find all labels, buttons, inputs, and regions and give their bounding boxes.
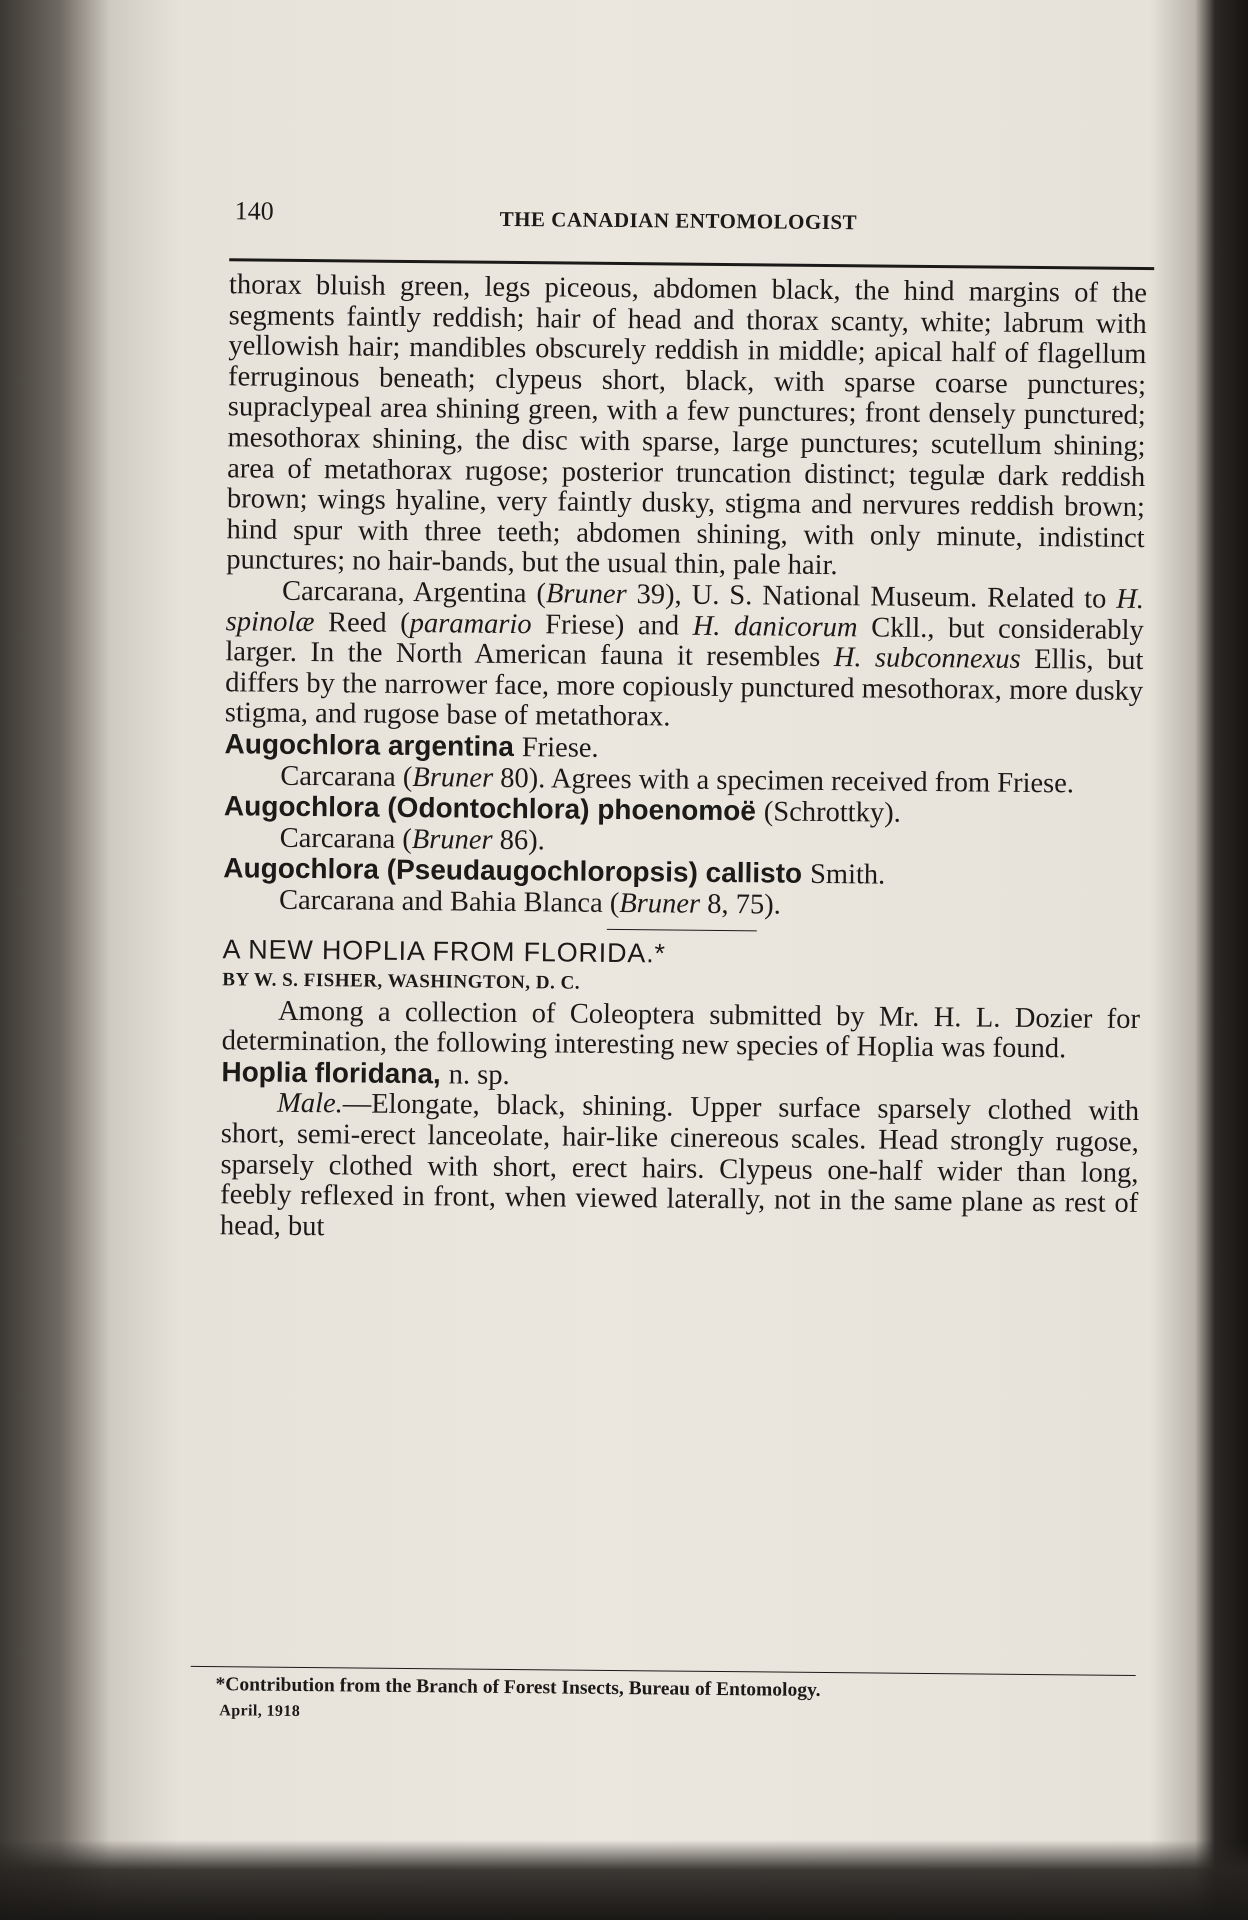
species-name: Augochlora (Odontochlora) phoenomoë [223, 790, 757, 827]
text-run: Ckll., but considerably larger. In the North American fauna it resembles [225, 611, 1144, 674]
italic-run: Bruner [412, 761, 494, 794]
text-run: Carcarana ( [280, 760, 413, 793]
issue-date: April, 1918 [219, 1702, 301, 1720]
page-number: 140 [234, 196, 274, 226]
book-page [190, 180, 1165, 1749]
running-title: THE CANADIAN ENTOMOLOGIST [499, 206, 858, 235]
species-name: Augochlora argentina [224, 728, 515, 762]
male-label: Male. [276, 1088, 343, 1120]
locality-paragraph [225, 576, 1144, 738]
continued-description: thorax bluish green, legs piceous, abdomen black, the hind margins of the segments faintly reddish; hair of head and thorax scanty, white; labrum with yellowish hair; mandibles obscurely reddish in middle; apical half of flagellum ferruginous beneath; clypeus short, black, with sparse coarse punctures; supraclypeal area shining green, with a few punctures; front densely punctured; mesothorax shining, the disc with sparse, large punctures; scutellum shining; area of metathorax rugose; posterior truncation distinct; tegulæ dark reddish brown; wings hyaline, very faintly dusky, stigma and nervures reddish brown; hind spur with three teeth; abdomen shining, with only minute, indistinct punctures; no hair-bands, but the usual thin, pale hair. [226, 269, 1148, 582]
italic-run: Bruner [545, 578, 627, 611]
text-run: Carcarana and Bahia Blanca ( [278, 884, 620, 919]
article-byline: BY W. S. FISHER, WASHINGTON, D. C. [222, 969, 581, 994]
text-run: Friese) and [531, 608, 693, 642]
page-header [234, 196, 1154, 245]
section-divider [607, 929, 757, 931]
text-run: Reed ( [314, 606, 410, 639]
italic-run: paramario [409, 607, 532, 640]
article-title: A NEW HOPLIA FROM FLORIDA.* [222, 934, 666, 969]
species-name: Hoplia floridana, [221, 1056, 441, 1090]
text-run: 86). [492, 824, 545, 856]
text-run: Ellis, but differs by the narrower face, more copiously punctured mesothorax, more dusky stigma, and rugose base of metathorax. [224, 643, 1144, 733]
text-run: Carcarana, Argentina ( [281, 575, 547, 610]
scan-bottom-shadow [0, 1840, 1248, 1920]
text-run: 39), U. S. National Museum. Related to [626, 579, 1117, 615]
footnote-text: *Contribution from the Branch of Forest Insects, Bureau of Entomology. [215, 1674, 821, 1701]
species-note: n. sp. [448, 1059, 510, 1091]
footnote [215, 1672, 1145, 1733]
italic-run: H. danicorum [692, 610, 858, 643]
article-intro: Among a collection of Coleoptera submitted by Mr. H. L. Dozier for determination, the following interesting new species of Hoplia was found. [221, 995, 1141, 1065]
species-author: Smith. [809, 859, 886, 891]
italic-run: H. spinolæ [225, 583, 1145, 638]
text-run: 80). Agrees with a specimen received from Friese. [492, 762, 1075, 799]
male-text: —Elongate, black, shining. Upper surface sparsely clothed with short, semi-erect lanceolate, hair-like cinereous scales. Head strongly rugose, sparsely clothed with short, erect hairs. Clypeus one-half wider than long, feebly reflexed in front, when viewed laterally, not in the same plane as rest of head, but [219, 1088, 1140, 1243]
species-name: Augochlora (Pseudaugochloropsis) callisto [223, 852, 803, 890]
male-description [220, 1089, 1139, 1251]
species-author: Friese. [521, 731, 599, 764]
italic-run: Bruner [411, 823, 493, 856]
italic-run: H. subconnexus [833, 642, 1021, 675]
italic-run: Bruner [619, 887, 701, 920]
text-run: Carcarana ( [279, 822, 412, 855]
species-author: (Schrottky). [763, 796, 901, 829]
text-run: 8, 75). [699, 888, 781, 921]
body-text [220, 270, 1147, 1250]
header-rule [229, 258, 1154, 270]
